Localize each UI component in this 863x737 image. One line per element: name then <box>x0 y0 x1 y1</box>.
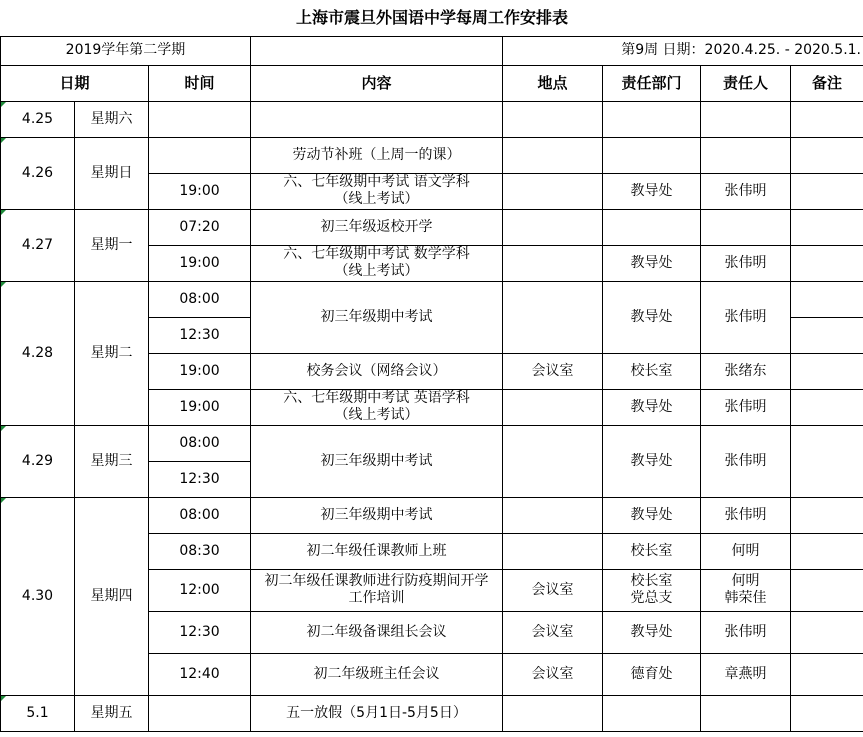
header-date[interactable]: 日期 <box>1 65 149 101</box>
header-note[interactable]: 备注 <box>791 65 863 101</box>
date-cell[interactable]: 4.26 <box>1 137 75 209</box>
info-empty-cell[interactable] <box>251 36 503 65</box>
content-line: 初二年级任课教师进行防疫期间开学 <box>264 573 489 589</box>
note-cell[interactable] <box>791 695 863 731</box>
place-cell[interactable] <box>503 137 603 173</box>
content-cell[interactable]: 初三年级期中考试 <box>251 425 503 497</box>
time-cell[interactable]: 12:40 <box>149 653 251 695</box>
time-cell[interactable] <box>149 101 251 137</box>
date-cell[interactable]: 4.28 <box>1 281 75 425</box>
person-cell[interactable]: 张伟明 <box>701 245 791 281</box>
person-cell[interactable] <box>701 695 791 731</box>
note-cell[interactable] <box>791 353 863 389</box>
dept-cell[interactable]: 教导处 <box>603 611 701 653</box>
content-line: （线上考试） <box>334 191 419 207</box>
dept-cell[interactable]: 教导处 <box>603 389 701 425</box>
header-place[interactable]: 地点 <box>503 65 603 101</box>
content-cell[interactable]: 初二年级班主任会议 <box>251 653 503 695</box>
table-row <box>1 101 863 137</box>
person-cell[interactable]: 张伟明 <box>701 497 791 533</box>
note-cell[interactable] <box>791 209 863 245</box>
person-cell[interactable] <box>701 137 791 173</box>
table-row <box>1 497 863 533</box>
person-cell[interactable]: 张伟明 <box>701 611 791 653</box>
content-line: （线上考试） <box>334 407 419 423</box>
content-cell[interactable]: 初二年级备课组长会议 <box>251 611 503 653</box>
note-cell[interactable] <box>791 101 863 137</box>
place-cell[interactable]: 会议室 <box>503 611 603 653</box>
weekday-cell[interactable]: 星期二 <box>75 281 149 425</box>
content-cell[interactable]: 五一放假（5月1日-5月5日） <box>251 695 503 731</box>
person-line: 韩荣佳 <box>724 590 767 606</box>
header-dept[interactable]: 责任部门 <box>603 65 701 101</box>
note-cell[interactable] <box>791 425 863 497</box>
note-cell[interactable] <box>791 173 863 209</box>
person-cell[interactable] <box>701 209 791 245</box>
note-cell[interactable] <box>791 317 863 353</box>
term-label[interactable]: 2019学年第二学期 <box>1 36 251 65</box>
time-cell[interactable] <box>149 137 251 173</box>
weekday-cell[interactable]: 星期六 <box>75 101 149 137</box>
dept-line: 党总支 <box>630 590 673 606</box>
time-cell[interactable]: 19:00 <box>149 389 251 425</box>
place-cell[interactable] <box>503 173 603 209</box>
time-cell[interactable]: 07:20 <box>149 209 251 245</box>
dept-cell[interactable] <box>603 209 701 245</box>
table-row <box>1 695 863 731</box>
place-cell[interactable] <box>503 533 603 569</box>
date-cell[interactable]: 4.30 <box>1 497 75 695</box>
weekday-cell[interactable]: 星期五 <box>75 695 149 731</box>
time-cell[interactable]: 19:00 <box>149 245 251 281</box>
content-line: 工作培训 <box>348 590 405 606</box>
person-cell[interactable]: 何明 <box>701 533 791 569</box>
date-cell[interactable]: 4.27 <box>1 209 75 281</box>
dept-cell[interactable]: 校长室 <box>603 353 701 389</box>
header-content[interactable]: 内容 <box>251 65 503 101</box>
note-cell[interactable] <box>791 569 863 611</box>
note-cell[interactable] <box>791 245 863 281</box>
time-cell[interactable]: 08:30 <box>149 533 251 569</box>
content-cell[interactable] <box>251 389 503 425</box>
weekday-cell[interactable]: 星期日 <box>75 137 149 209</box>
dept-cell[interactable]: 教导处 <box>603 173 701 209</box>
content-line: 六、七年级期中考试 语文学科 <box>283 174 470 190</box>
dept-cell[interactable] <box>603 137 701 173</box>
date-cell[interactable]: 5.1 <box>1 695 75 731</box>
time-cell[interactable]: 08:00 <box>149 425 251 461</box>
place-cell[interactable]: 会议室 <box>503 569 603 611</box>
note-cell[interactable] <box>791 497 863 533</box>
note-cell[interactable] <box>791 281 863 317</box>
table-row <box>1 281 863 317</box>
content-line: 六、七年级期中考试 数学学科 <box>283 246 470 262</box>
person-cell[interactable]: 张伟明 <box>701 173 791 209</box>
place-cell[interactable]: 会议室 <box>503 353 603 389</box>
content-cell[interactable]: 校务会议（网络会议） <box>251 353 503 389</box>
note-cell[interactable] <box>791 389 863 425</box>
content-line: 六、七年级期中考试 英语学科 <box>283 390 470 406</box>
title-row <box>1 0 863 36</box>
place-cell[interactable] <box>503 245 603 281</box>
content-cell[interactable]: 初二年级任课教师上班 <box>251 533 503 569</box>
time-cell[interactable]: 08:00 <box>149 281 251 317</box>
person-cell[interactable]: 章燕明 <box>701 653 791 695</box>
header-row <box>1 65 863 101</box>
content-cell[interactable]: 初三年级返校开学 <box>251 209 503 245</box>
person-cell[interactable]: 张伟明 <box>701 425 791 497</box>
place-cell[interactable] <box>503 281 603 353</box>
header-person[interactable]: 责任人 <box>701 65 791 101</box>
dept-cell[interactable]: 教导处 <box>603 245 701 281</box>
dept-cell[interactable]: 教导处 <box>603 425 701 497</box>
time-cell[interactable]: 12:30 <box>149 317 251 353</box>
place-cell[interactable] <box>503 497 603 533</box>
date-cell[interactable]: 4.29 <box>1 425 75 497</box>
place-cell[interactable] <box>503 695 603 731</box>
time-cell[interactable]: 12:00 <box>149 569 251 611</box>
place-cell[interactable]: 会议室 <box>503 653 603 695</box>
table-row <box>1 425 863 461</box>
person-cell[interactable] <box>701 569 791 611</box>
header-time[interactable]: 时间 <box>149 65 251 101</box>
dept-cell[interactable]: 校长室 <box>603 533 701 569</box>
dept-cell[interactable] <box>603 695 701 731</box>
week-date-range[interactable]: 第9周 日期：2020.4.25. - 2020.5.1. <box>503 36 863 65</box>
person-cell[interactable]: 张伟明 <box>701 281 791 353</box>
time-cell[interactable]: 19:00 <box>149 353 251 389</box>
time-cell[interactable]: 12:30 <box>149 461 251 497</box>
content-cell[interactable]: 初三年级期中考试 <box>251 281 503 353</box>
content-cell[interactable] <box>251 569 503 611</box>
person-line: 何明 <box>731 573 760 589</box>
place-cell[interactable] <box>503 209 603 245</box>
weekday-cell[interactable]: 星期四 <box>75 497 149 695</box>
sheet-title: 上海市震旦外国语中学每周工作安排表 <box>1 0 863 36</box>
content-line: （线上考试） <box>334 263 419 279</box>
time-cell[interactable]: 08:00 <box>149 497 251 533</box>
table-row <box>1 137 863 173</box>
person-cell[interactable]: 张伟明 <box>701 389 791 425</box>
dept-line: 校长室 <box>630 573 673 589</box>
content-cell[interactable] <box>251 101 503 137</box>
person-cell[interactable] <box>701 101 791 137</box>
weekday-cell[interactable]: 星期三 <box>75 425 149 497</box>
time-cell[interactable]: 12:30 <box>149 611 251 653</box>
place-cell[interactable] <box>503 389 603 425</box>
place-cell[interactable] <box>503 425 603 497</box>
table-row <box>1 209 863 245</box>
content-cell[interactable] <box>251 173 503 209</box>
weekday-cell[interactable]: 星期一 <box>75 209 149 281</box>
note-cell[interactable] <box>791 611 863 653</box>
time-cell[interactable] <box>149 695 251 731</box>
dept-cell[interactable]: 教导处 <box>603 497 701 533</box>
dept-cell[interactable] <box>603 569 701 611</box>
content-cell[interactable] <box>251 245 503 281</box>
content-cell[interactable]: 初三年级期中考试 <box>251 497 503 533</box>
note-cell[interactable] <box>791 533 863 569</box>
dept-cell[interactable] <box>603 101 701 137</box>
info-row <box>1 36 863 65</box>
time-cell[interactable]: 19:00 <box>149 173 251 209</box>
content-cell[interactable]: 劳动节补班（上周一的课） <box>251 137 503 173</box>
note-cell[interactable] <box>791 137 863 173</box>
date-cell[interactable]: 4.25 <box>1 101 75 137</box>
note-cell[interactable] <box>791 653 863 695</box>
person-cell[interactable]: 张绪东 <box>701 353 791 389</box>
dept-cell[interactable]: 德育处 <box>603 653 701 695</box>
dept-cell[interactable]: 教导处 <box>603 281 701 353</box>
place-cell[interactable] <box>503 101 603 137</box>
